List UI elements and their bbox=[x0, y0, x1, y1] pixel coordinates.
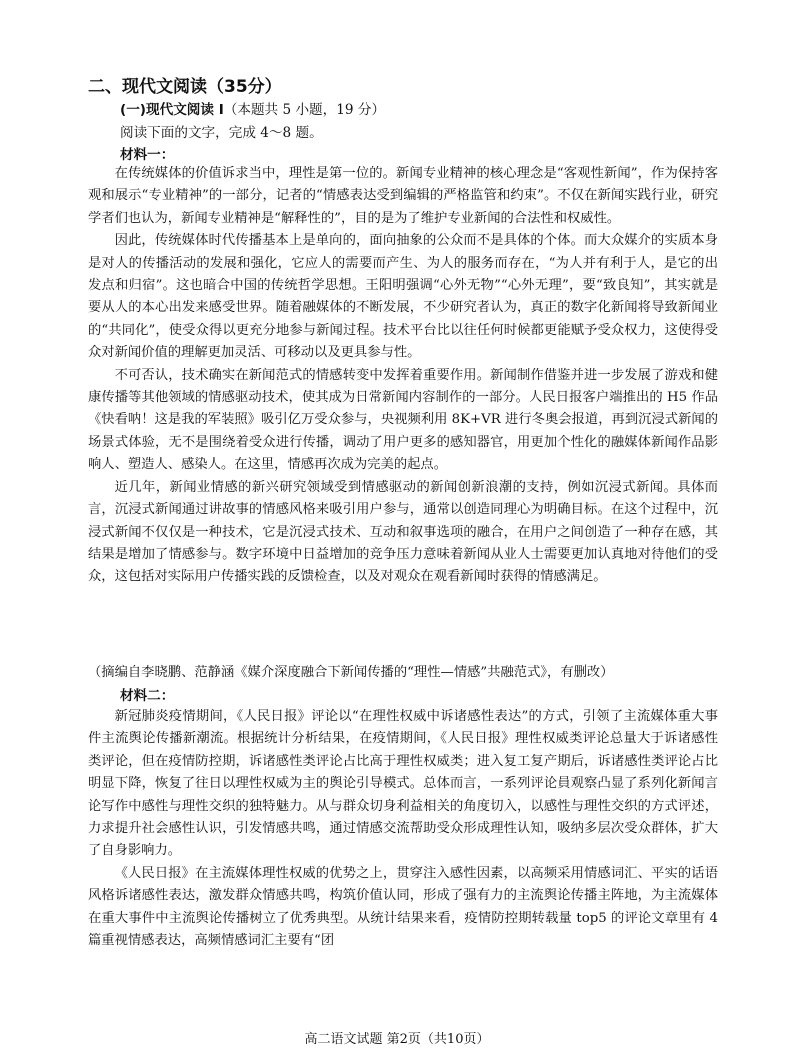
section-title: 二、现代文阅读（35分） bbox=[88, 77, 282, 97]
material2-paragraph: 新冠肺炎疫情期间，《人民日报》评论以“在理性权威中诉诸感性表达”的方式，引领了主流媒体重大事件主流舆论传播新潮流。根据统计分析结果，在疫情期间，《人民日报》理性权威类评论总量大于诉诸感性类评论，但在疫情防控期，诉诸感性类评论占比高于理性权威类；进入复工复产期后，诉诸感性类评论占比明显下降，恢复了往日以理性权威为主的舆论引导模式。总体而言，一系列评论員观察凸显了系列化新闻言论写作中感性与理性交织的独特魅力。从与群众切身利益相关的角度切入，以感性与理性交织的方式评述，力求提升社会感性认识，引发情感共鸣，通过情感交流帮助受众形成理性认知，吸纳多层次受众群体，扩大了自身影响力。 bbox=[88, 709, 718, 859]
material1-body bbox=[88, 163, 718, 589]
material2-paragraph: 《人民日报》在主流媒体理性权威的优势之上，贯穿注入感性因素，以高频采用情感词汇、平实的话语风格诉诸感性表达，激发群众情感共鸣，构筑价值认同，形成了强有力的主流舆论传播主阵地，为主流媒体在重大事件中主流舆论传播树立了优秀典型。从统计结果来看，疫情防控期转载量 top5 的评论文章里有 4 篇重视情感表达，高频情感词汇主要有“团 bbox=[88, 865, 718, 949]
material2-body bbox=[88, 706, 718, 952]
material1-paragraph: 在传统媒体的价值诉求当中，理性是第一位的。新闻专业精神的核心理念是“客观性新闻”，作为保持客观和展示“专业精神”的一部分，记者的“情感表达受到编辑的严格监管和约束”。不仅在新闻实践行业，研究学者们也认为，新闻专业精神是“解释性的”，目的是为了维护专业新闻的合法性和权威性。 bbox=[88, 166, 718, 226]
material1-label: 材料一： bbox=[120, 147, 175, 163]
material1-source: （摘编自李晓鹏、范静涵《媒介深度融合下新闻传播的“理性—情感”共融范式》，有删改） bbox=[88, 665, 614, 680]
material1-paragraph: 近几年，新闻业情感的新兴研究领域受到情感驱动的新闻创新浪潮的支持，例如沉浸式新闻。具体而言，沉浸式新闻通过讲故事的情感风格来吸引用户参与，通常以创造同理心为明确目标。在这个过程中，沉浸式新闻不仅仅是一种技术，它是沉浸式技术、互动和叙事选项的融合，在用户之间创造了一种存在感，其结果是增加了情感参与。数字环境中日益增加的竞争压力意味着新闻从业人士需要更加认真地对待他们的受众，这包括对实际用户传播实践的反馈检查，以及对观众在观看新闻时获得的情感满足。 bbox=[88, 479, 718, 585]
page-footer: 高二语文试题 第2页（共10页） bbox=[304, 1032, 490, 1047]
material1-paragraph: 因此，传统媒体时代传播基本上是单向的，面向抽象的公众而不是具体的个体。而大众媒介的实质本身是对人的传播活动的发展和强化，它应人的需要而产生、为人的服务而存在，“为人并有利于人，是它的出发点和归宿”。这也暗合中国的传统哲学思想。王阳明强调“心外无物”“心外无理”，要“致良知”，其实就是要从人的本心出发来感受世界。随着融媒体的不断发展，不少研究者认为，真正的数字化新闻将导致新闻业的“共同化”，使受众得以更充分地参与新闻过程。技术平台比以往任何时候都更能赋予受众权力，这使得受众对新闻价值的理解更加灵活、可移动以及更具参与性。 bbox=[88, 233, 718, 361]
reading-instruction: 阅读下面的文字，完成 4～8 题。 bbox=[120, 125, 323, 141]
subsection-note: （本题共 5 小题，19 分） bbox=[223, 102, 386, 118]
material2-label: 材料二： bbox=[120, 688, 175, 704]
subsection-title bbox=[120, 98, 385, 118]
subsection-heading: (一)现代文阅读 I bbox=[120, 102, 224, 118]
material1-paragraph: 不可否认，技术确实在新闻范式的情感转变中发挥着重要作用。新闻制作借鉴并进一步发展了游戏和健康传播等其他领域的情感驱动技术，使其成为日常新闻内容制作的一部分。人民日报客户端推出的 H5 作品《快看呐！这是我的军装照》吸引亿万受众参与，央视频利用 8K+VR 进行冬奥会报道，再到沉浸式新闻的场景式体验，无不是围绕着受众进行传播，调动了用户更多的感知器官，用更加个性化的融媒体新闻作品影响人、塑造人、感染人。在这里，情感再次成为完美的起点。 bbox=[88, 367, 718, 473]
